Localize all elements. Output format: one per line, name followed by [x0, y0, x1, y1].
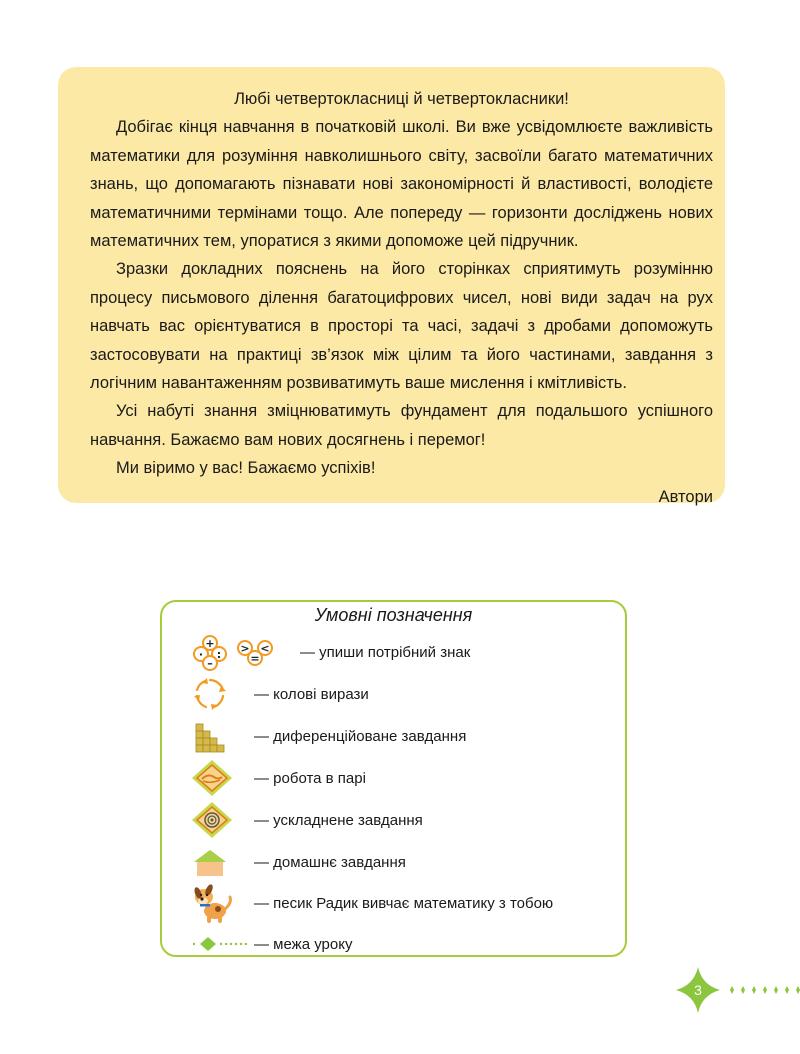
legend-title: Умовні позначення [314, 605, 473, 625]
plus-glyph: + [205, 637, 215, 650]
colon-glyph: : [216, 648, 222, 661]
legend-item-advanced [190, 800, 620, 840]
page-number: 3 [694, 982, 702, 998]
boundary-marker-graphic [190, 934, 254, 954]
lt-glyph: < [260, 642, 270, 655]
dot-glyph: · [198, 648, 204, 661]
intro-letter [58, 67, 725, 506]
page-number-graphic [676, 965, 800, 1015]
gt-glyph: > [240, 642, 250, 655]
legend-item-differentiated [190, 716, 620, 756]
dog-graphic [190, 881, 234, 925]
legend-item-pair-work [190, 758, 620, 798]
legend-item-signs [190, 632, 620, 672]
legend-item-homework [190, 842, 620, 882]
circular-arrows-graphic [190, 674, 230, 714]
advanced-task-icon [190, 800, 254, 840]
intro-paragraph-3: Усі набуті знання зміцнюватимуть фундамент для подальшого успішного навчання. Бажаємо вам нових досягнень і перемог! [90, 402, 713, 449]
eq-glyph: = [250, 652, 260, 665]
legend-item-boundary [190, 924, 620, 964]
intro-paragraph-2: Зразки докладних пояснень на його сторінках сприятимуть розумінню процесу письмового ділення багатоцифрових чисел, нові види задач на рух навчать вас орієнтуватися в просторі та часі, задачі з дробами допоможуть застосовувати на практиці зв’язок між цілим та його частинами, завдання з логічним навантаженням розвиватимуть ваше мислення і кмітливість. [90, 260, 713, 393]
dog-radyk-icon [190, 881, 254, 925]
legend-label-signs: — упиши потрібний знак [300, 643, 471, 661]
handshake-diamond-graphic [190, 758, 234, 798]
legend-label-advanced: — ускладнене завдання [254, 811, 423, 829]
legend-label-boundary: — межа уроку [254, 935, 353, 953]
legend-item-dog [190, 883, 620, 923]
legend-label-dog: — песик Радик вивчає математику з тобою [254, 894, 554, 912]
intro-paragraph-4: Ми віримо у вас! Бажаємо успіхів! [116, 459, 376, 478]
minus-glyph: – [207, 657, 213, 670]
legend-label-circular: — колові вирази [254, 685, 369, 703]
page-number-badge [676, 965, 800, 1015]
legend-item-circular [190, 674, 620, 714]
homework-icon [190, 842, 254, 882]
pair-work-icon [190, 758, 254, 798]
intro-paragraph-1: Добігає кінця навчання в початковій школі. Ви вже усвідомлюєте важливість математики для розуміння навколишнього світу, засвоїли багато математичних знань, що допомагають пізнавати нові закономірності й властивості, володієте математичними термінами тощо. Але попереду — горизонти досліджень нових математичних тем, упоратися з якими допоможе цей підручник. [90, 118, 713, 251]
lesson-boundary-icon [190, 934, 254, 954]
house-graphic [190, 842, 230, 882]
circular-expressions-icon [190, 674, 254, 714]
differentiated-task-icon [190, 716, 254, 756]
legend-label-homework: — домашнє завдання [254, 853, 406, 871]
signature: Автори [658, 487, 713, 506]
operation-signs-graphic [190, 632, 290, 672]
legend-box [160, 600, 627, 957]
greeting: Любі четвертокласниці й четвертокласники! [234, 90, 569, 108]
stairs-blocks-graphic [190, 716, 230, 756]
target-diamond-graphic [190, 800, 234, 840]
legend-label-differentiated: — диференційоване завдання [254, 727, 467, 745]
operation-signs-icon [190, 632, 300, 672]
legend-label-pair-work: — робота в парі [254, 769, 366, 787]
